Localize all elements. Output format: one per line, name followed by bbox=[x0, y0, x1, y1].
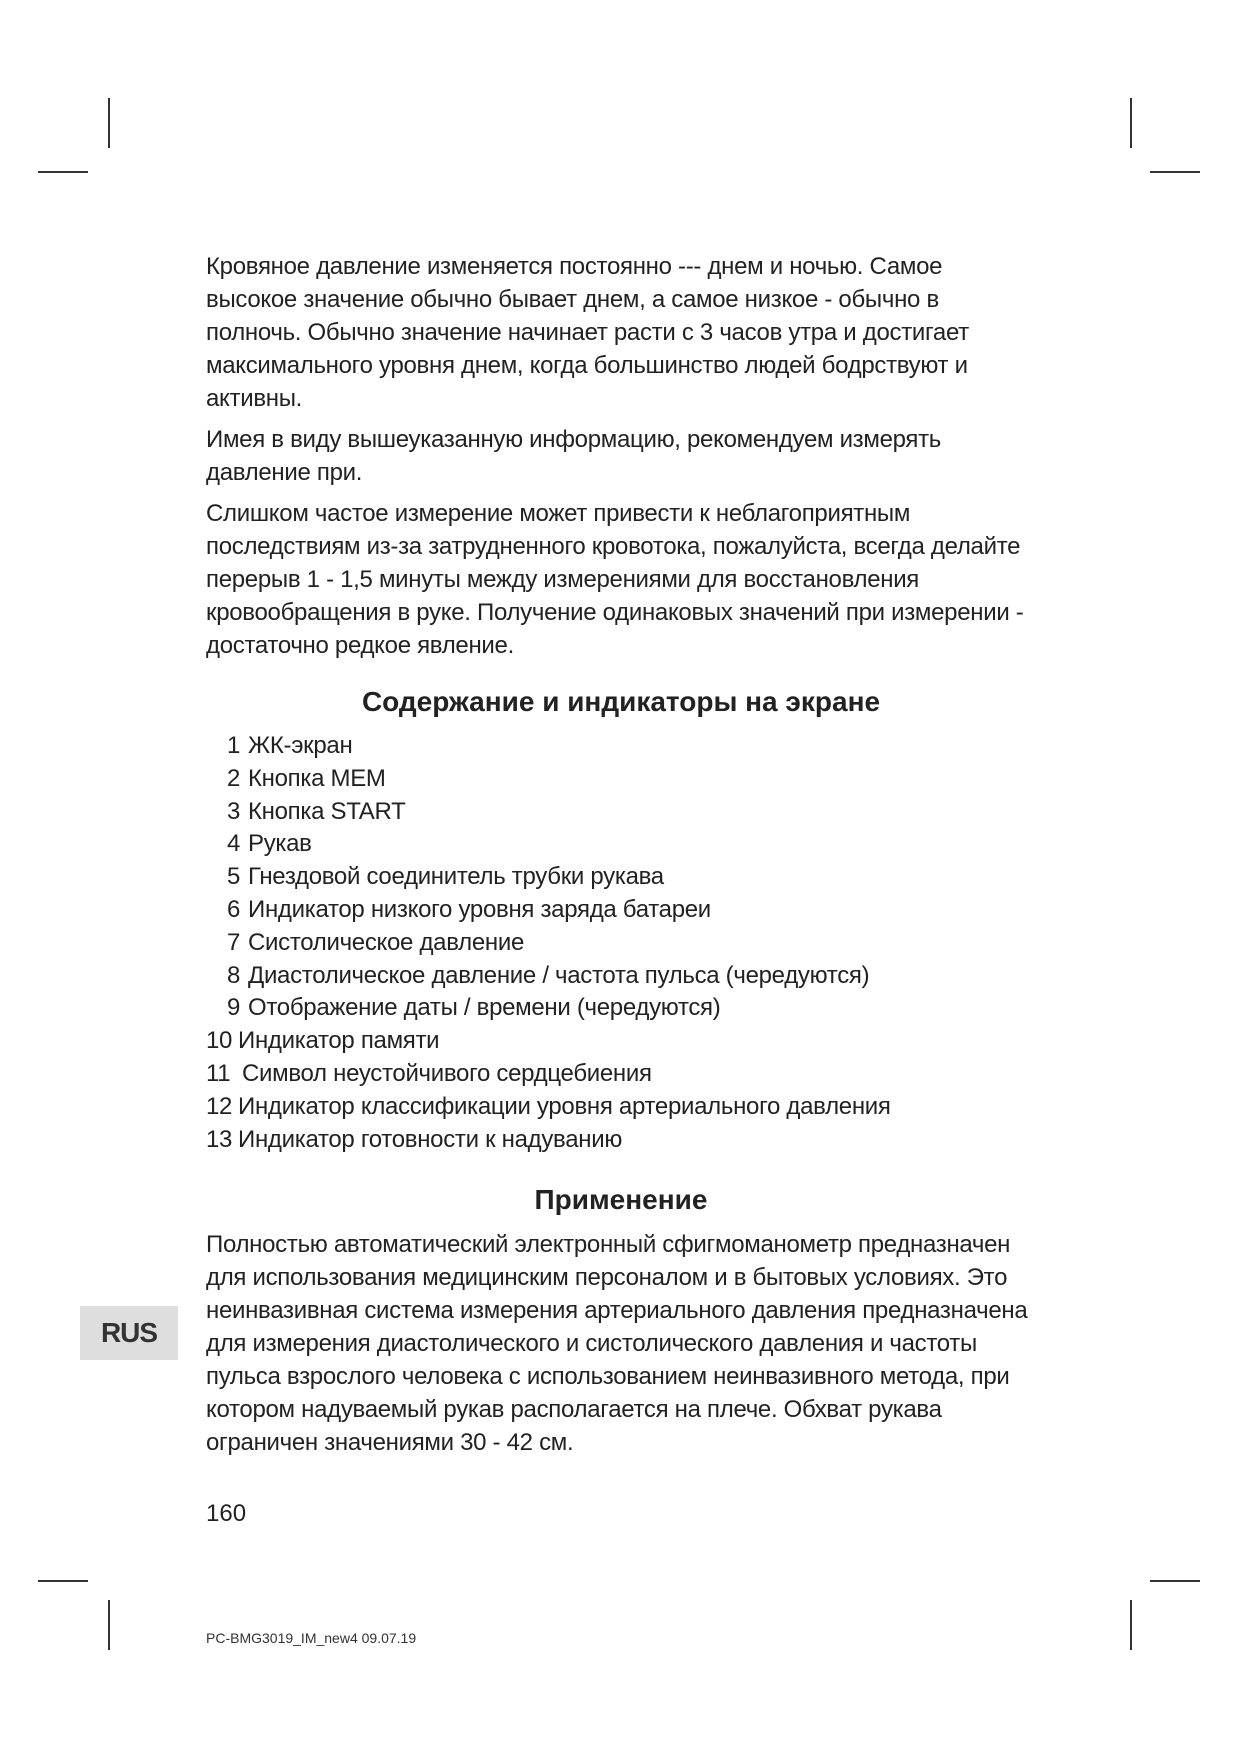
crop-mark-top-left-vertical bbox=[108, 98, 110, 148]
list-item-number: 11 bbox=[206, 1059, 231, 1087]
list-item-number: 13 bbox=[206, 1125, 233, 1153]
list-item bbox=[206, 1025, 1036, 1058]
page-number: 160 bbox=[206, 1500, 247, 1527]
footer-doc-id: PC-BMG3019_IM_new4 09.07.19 bbox=[206, 1630, 417, 1646]
intro-paragraph-1: Кровяное давление изменяется постоянно --- днем и ночью. Самое высокое значение обычно бывает днем, а самое низкое - обычно в полночь. Обычно значение начинает расти с 3 часов утра и достигает максимального уровня днем, когда большинство людей бодрствуют и активны. bbox=[206, 253, 969, 412]
list-item bbox=[206, 1058, 1036, 1091]
list-item-number: 5 bbox=[226, 863, 240, 891]
list-item-label: Кнопка START bbox=[248, 797, 406, 825]
list-item-number: 3 bbox=[226, 797, 240, 825]
language-tab: RUS bbox=[80, 1306, 178, 1360]
list-item-number: 12 bbox=[206, 1092, 233, 1120]
usage-paragraph: Полностью автоматический электронный сфигмоманометр предназначен для использования медицинским персоналом и в бытовых условиях. Это неинвазивная система измерения артериального давления предназначена для измерения диастолического и систолического давления и частоты пульса взрослого человека с использованием неинвазивного метода, при котором надуваемый рукав располагается на плече. Обхват рукава ограничен значениями 30 - 42 см. bbox=[206, 1231, 1028, 1457]
list-item-label: Рукав bbox=[248, 830, 312, 858]
intro-paragraph-2: Имея в виду вышеуказанную информацию, рекомендуем измерять давление при. bbox=[206, 426, 942, 486]
list-item-number: 4 bbox=[226, 830, 240, 858]
crop-mark-top-left-horizontal bbox=[38, 171, 88, 173]
list-item bbox=[206, 763, 1036, 796]
list-item-label: Отображение даты / времени (чередуются) bbox=[248, 994, 721, 1022]
list-item bbox=[206, 992, 1036, 1025]
list-item bbox=[206, 894, 1036, 927]
crop-mark-bottom-left-vertical bbox=[108, 1600, 110, 1650]
crop-mark-top-right-horizontal bbox=[1150, 171, 1200, 173]
list-item bbox=[206, 796, 1036, 829]
crop-mark-bottom-right-vertical bbox=[1130, 1600, 1132, 1650]
list-item-number: 10 bbox=[206, 1027, 233, 1055]
list-item-label: Систолическое давление bbox=[248, 928, 524, 956]
list-item bbox=[206, 1091, 1036, 1124]
list-item-label: Диастолическое давление / частота пульса (чередуются) bbox=[248, 961, 870, 989]
list-item bbox=[206, 1124, 1036, 1157]
list-item-label: Символ неустойчивого сердцебиения bbox=[242, 1059, 652, 1087]
crop-mark-bottom-left-horizontal bbox=[38, 1580, 88, 1582]
list-item-number: 1 bbox=[226, 732, 240, 759]
list-item-number: 9 bbox=[226, 994, 240, 1022]
list-item bbox=[206, 960, 1036, 993]
contents-list bbox=[206, 730, 1036, 1156]
list-item-label: Кнопка MEM bbox=[248, 764, 386, 792]
crop-mark-top-right-vertical bbox=[1130, 98, 1132, 148]
list-item-label: Гнездовой соединитель трубки рукава bbox=[248, 863, 664, 891]
list-item-label: Индикатор готовности к надуванию bbox=[238, 1125, 623, 1153]
list-item-number: 2 bbox=[226, 764, 240, 792]
list-item-number: 7 bbox=[226, 928, 240, 956]
usage-section-title: Применение bbox=[534, 1184, 708, 1216]
list-item-label: Индикатор памяти bbox=[238, 1027, 440, 1055]
list-item bbox=[206, 861, 1036, 894]
list-item-number: 8 bbox=[226, 961, 240, 989]
list-item bbox=[206, 730, 1036, 763]
list-item-label: ЖК-экран bbox=[248, 732, 353, 759]
intro-paragraph-3: Слишком частое измерение может привести к неблагоприятным последствиям из-за затрудненного кровотока, пожалуйста, всегда делайте перерыв 1 - 1,5 минуты между измерениями для восстановления кровообращения в руке. Получение одинаковых значений при измерении - достаточно редкое явление. bbox=[206, 500, 1024, 659]
list-item-label: Индикатор низкого уровня заряда батареи bbox=[248, 895, 711, 923]
contents-section-title: Содержание и индикаторы на экране bbox=[361, 686, 881, 717]
list-item bbox=[206, 828, 1036, 861]
list-item-label: Индикатор классификации уровня артериального давления bbox=[238, 1092, 891, 1120]
crop-mark-bottom-right-horizontal bbox=[1150, 1580, 1200, 1582]
list-item bbox=[206, 927, 1036, 960]
page-content bbox=[206, 250, 1036, 1467]
list-item-number: 6 bbox=[226, 895, 240, 923]
